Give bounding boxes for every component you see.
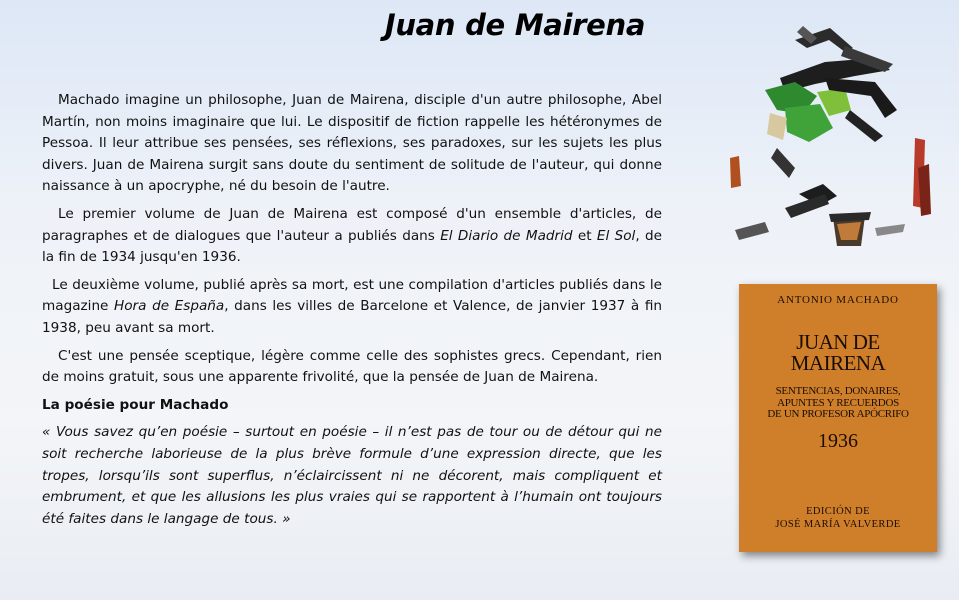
body-text	[42, 90, 662, 536]
book-editor: JOSÉ MARÍA VALVERDE	[775, 519, 901, 530]
book-subtitle-line: SENTENCIAS, DONAIRES,	[775, 385, 901, 397]
paragraph-2-text: , de la fin de 1934 jusqu'en 1936.	[42, 227, 662, 266]
magazine-hora-de-espana: Hora de España	[114, 298, 225, 315]
page-title: Juan de Mairena	[384, 8, 646, 42]
paragraph-2-text: et	[572, 227, 597, 244]
book-title-line: JUAN DE	[796, 330, 880, 354]
book-title	[739, 332, 937, 374]
paragraph-3-text: Le deuxième volume, publié après sa mort, est une compilation d'articles publiés dans le magazine	[42, 276, 662, 315]
paragraph-2	[42, 204, 662, 269]
newspaper-el-diario: El Diario de Madrid	[440, 227, 573, 244]
paragraph-3-text: , dans les villes de Barcelone et Valence, de janvier 1937 à fin 1938, peu avant sa mort.	[42, 298, 662, 336]
book-cover	[739, 284, 937, 552]
paragraph-1: Machado imagine un philosophe, Juan de Mairena, disciple d'un autre philosophe, Abel Martín, non moins imaginaire que lui. Le dispositif de fiction rappelle les hétéronymes de Pessoa. Il leur attribue ses pensées, ses réflexions, ses paradoxes, sur les sujets les plus divers. Juan de Mairena surgit sans doute du sentiment de solitude de l'auteur, qui donne naissance à un apocryphe, né du besoin de l'autre.	[42, 92, 662, 195]
section-heading: La poésie pour Machado	[42, 396, 229, 413]
book-subtitle-line: APUNTES Y RECUERDOS	[777, 396, 899, 409]
book-subtitle-line: DE UN PROFESOR APÓCRIFO	[767, 408, 909, 420]
book-year: 1936	[818, 430, 858, 452]
book-edition-line: EDICIÓN DE	[806, 506, 870, 517]
book-edition	[739, 505, 937, 531]
paragraph-4: C'est une pensée sceptique, légère comme celle des sophistes grecs. Cependant, rien de moins gratuit, sous une apparente frivolité, que la pensée de Juan de Mairena.	[42, 347, 662, 386]
paragraph-2-text: Le premier volume de Juan de Mairena est composé d'un ensemble d'articles, de paragraphes et de dialogues que l'auteur a publiés dans	[42, 205, 662, 244]
newspaper-el-sol: El Sol	[596, 227, 636, 244]
book-author: ANTONIO MACHADO	[777, 294, 899, 306]
paragraph-3	[42, 275, 662, 340]
machado-portrait-illustration	[725, 18, 940, 253]
book-title-line: MAIRENA	[790, 351, 886, 375]
book-subtitle	[743, 386, 933, 421]
quote: « Vous savez qu’en poésie – surtout en poésie – il n’est pas de tour ou de détour qui ne soit recherche laborieuse de la plus brève formule d’une expression directe, que les tropes, lorsqu’ils sont superflus, n’éclaircissent ni ne décorent, mais compliquent et embrument, et que les allusions les plus vraies qui se rapportent à l’humain ont toujours été faites dans le langage de tous. »	[42, 424, 662, 527]
